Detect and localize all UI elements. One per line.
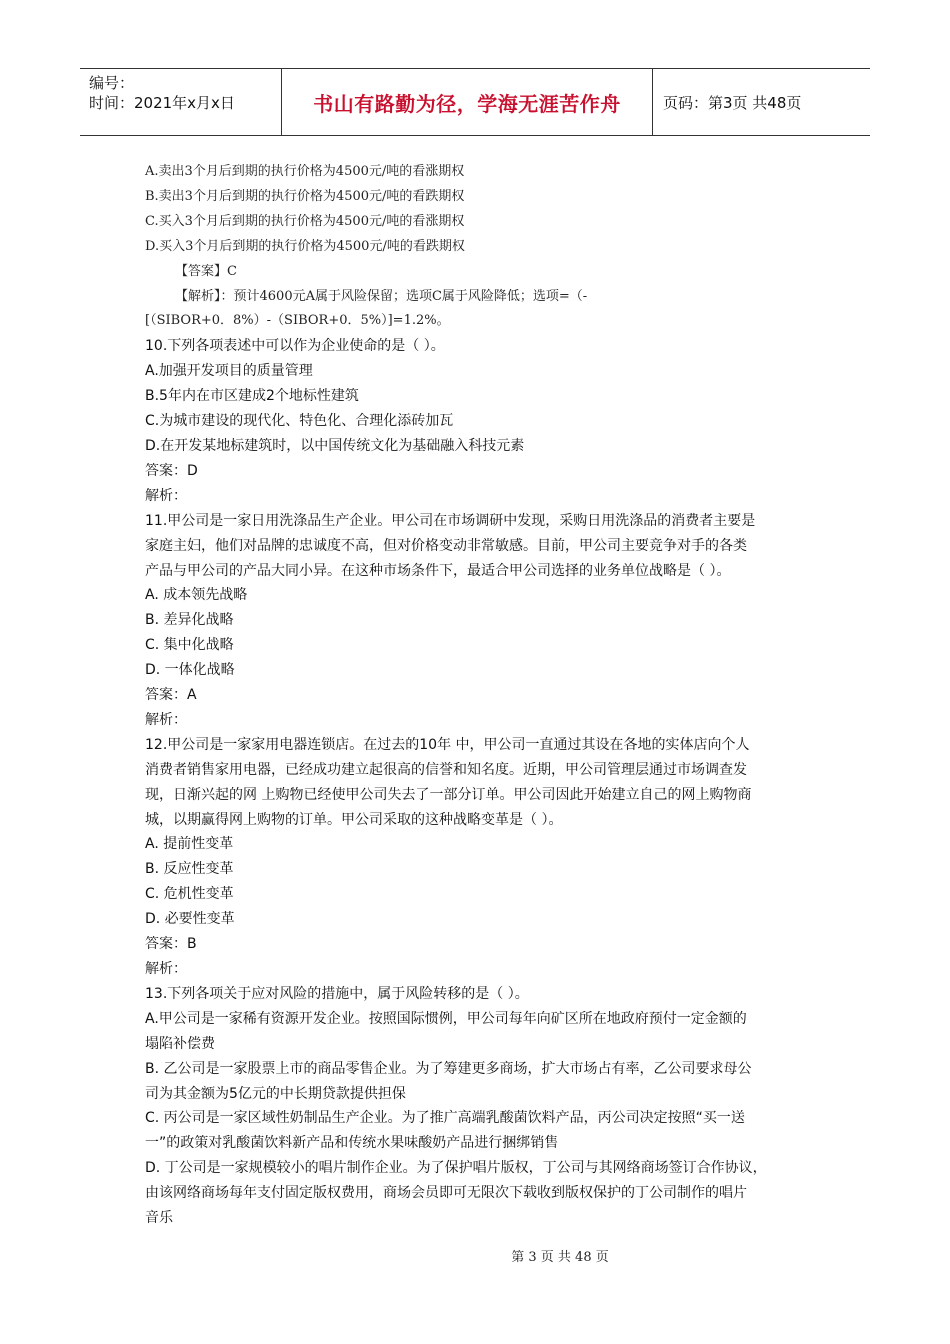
time-label: 时间：2021年x月x日 [89,94,235,112]
question-stem: 10.下列各项表述中可以作为企业使命的是（ ）。 [145,338,445,355]
header-meta [80,69,281,135]
option-line: 一”的政策对乳酸菌饮料新产品和传统水果味酸奶产品进行捆绑销售 [145,1135,559,1152]
page-footer: 第 3 页 共 48 页 [511,1250,609,1265]
option-line: 塌陷补偿费 [145,1035,215,1052]
option-line: C.买入3个月后到期的执行价格为4500元/吨的看涨期权 [145,213,465,229]
page-info: 页码：第3页 共48页 [663,93,802,112]
page-header [80,68,870,136]
question-stem: 12.甲公司是一家家用电器连锁店。在过去的10年 中，甲公司一直通过其设在各地的实体店向个人 [145,736,750,753]
option-line: C. 危机性变革 [145,886,234,903]
option-line: D. 一体化战略 [145,662,235,679]
question-stem: 城，以期赢得网上购物的订单。甲公司采取的这种战略变革是（ ）。 [145,811,563,828]
option-line: D. 丁公司是一家规模较小的唱片制作企业。为了保护唱片版权，丁公司与其网络商场签订合作协议， [145,1160,767,1177]
number-label: 编号： [89,74,135,92]
option-line: C. 丙公司是一家区域性奶制品生产企业。为了推广高端乳酸菌饮料产品，丙公司决定按照“买一送 [145,1110,745,1127]
answer-line: 答案：B [145,936,197,953]
option-line: B.卖出3个月后到期的执行价格为4500元/吨的看跌期权 [145,188,465,204]
option-line: 音乐 [145,1210,173,1227]
option-line: A.卖出3个月后到期的执行价格为4500元/吨的看涨期权 [145,164,465,179]
question-stem: 消费者销售家用电器，已经成功建立起很高的信誉和知名度。近期，甲公司管理层通过市场调查发 [145,761,747,778]
option-line: A.甲公司是一家稀有资源开发企业。按照国际惯例，甲公司每年向矿区所在地政府预付一定金额的 [145,1010,747,1027]
answer-line: 答案：A [145,687,197,704]
answer-line: 【答案】C [175,263,237,279]
analysis-line: 解析： [145,711,187,728]
option-line: 由该网络商场每年支付固定版权费用，商场会员即可无限次下载收到版权保护的丁公司制作的唱片 [145,1185,747,1202]
option-line: A.加强开发项目的质量管理 [145,363,313,380]
question-stem: 产品与甲公司的产品大同小异。在这种市场条件下，最适合甲公司选择的业务单位战略是（ ）。 [145,562,731,579]
option-line: D. 必要性变革 [145,911,235,928]
analysis-line: 解析： [145,487,187,504]
option-line: C.为城市建设的现代化、特色化、合理化添砖加瓦 [145,413,454,430]
analysis-line: 解析： [145,961,187,977]
option-line: A. 成本领先战略 [145,587,248,604]
question-stem: 家庭主妇，他们对品牌的忠诚度不高，但对价格变动非常敏感。目前，甲公司主要竞争对手的各类 [145,537,747,554]
document-body [145,160,805,1231]
option-line: B.5年内在市区建成2个地标性建筑 [145,388,359,405]
analysis-line: 【解析】：预计4600元A属于风险保留；选项C属于风险降低；选项=（- [175,288,588,304]
question-stem: 11.甲公司是一家日用洗涤品生产企业。甲公司在市场调研中发现，采购日用洗涤品的消费者主要是 [145,512,756,529]
option-line: D.在开发某地标建筑时，以中国传统文化为基础融入科技元素 [145,437,525,454]
analysis-line: [（SIBOR+0．8%）-（SIBOR+0．5%）]=1.2%。 [145,313,450,329]
question-stem: 13.下列各项关于应对风险的措施中，属于风险转移的是（ ）。 [145,985,529,1002]
option-line: B. 乙公司是一家股票上市的商品零售企业。为了筹建更多商场，扩大市场占有率，乙公司要求母公 [145,1060,752,1077]
option-line: B. 差异化战略 [145,612,234,629]
option-line: B. 反应性变革 [145,861,234,878]
option-line: 司为其金额为5亿元的中长期贷款提供担保 [145,1085,406,1102]
motto: 书山有路勤为径，学海无涯苦作舟 [281,69,653,135]
option-line: A. 提前性变革 [145,836,234,853]
question-stem: 现，日渐兴起的网 上购物已经使甲公司失去了一部分订单。甲公司因此开始建立自己的网上购物商 [145,786,752,803]
answer-line: 答案：D [145,462,198,479]
option-line: D.买入3个月后到期的执行价格为4500元/吨的看跌期权 [145,238,465,254]
option-line: C. 集中化战略 [145,637,234,654]
